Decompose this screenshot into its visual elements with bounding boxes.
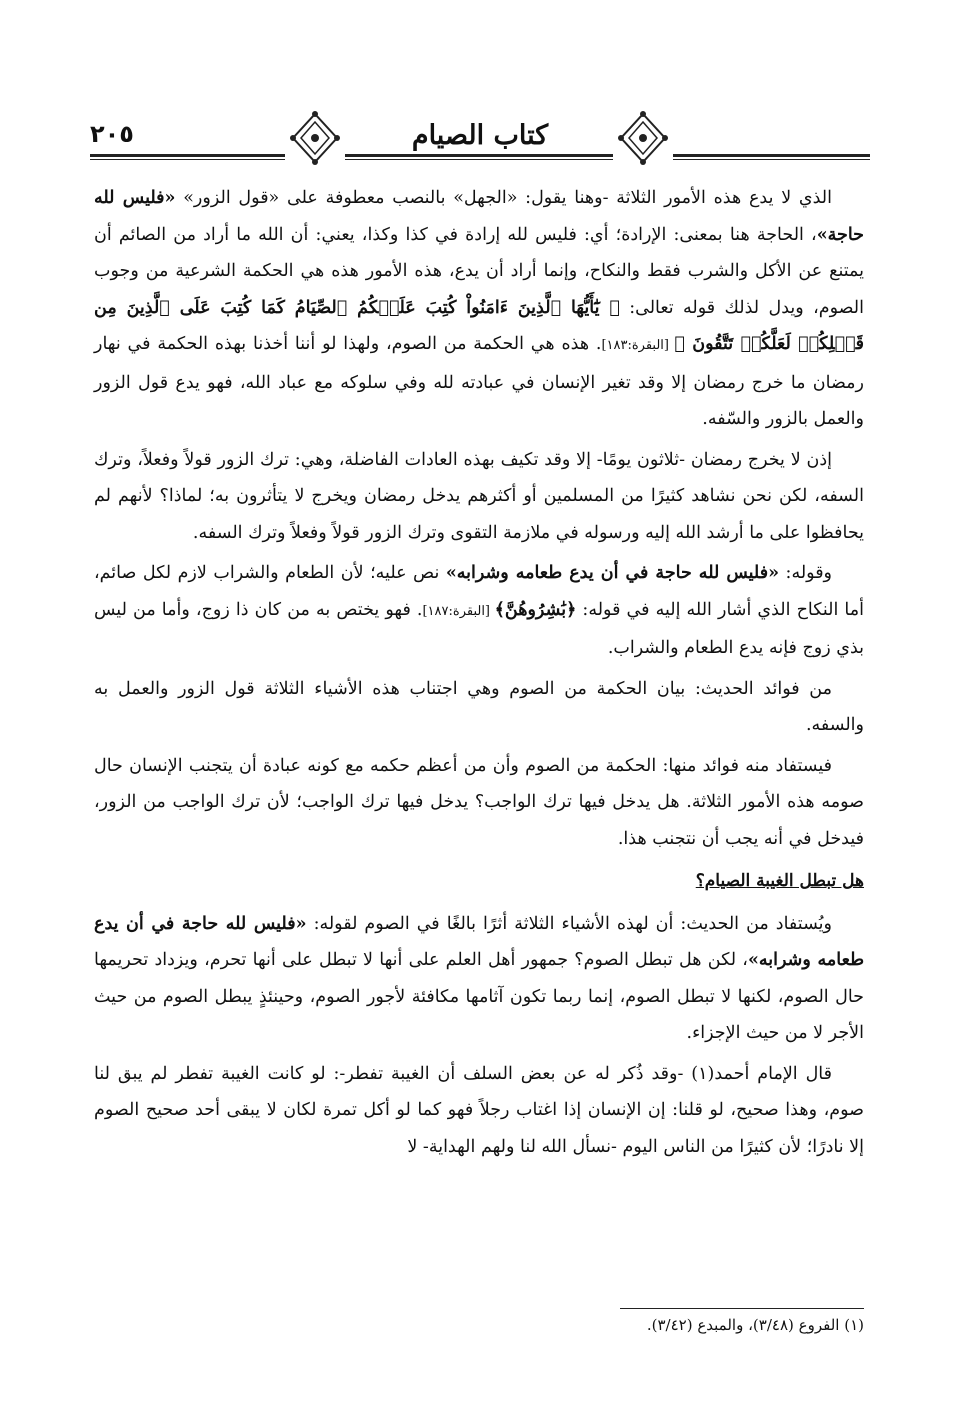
hadith-quote: «فليس لله حاجة في أن يدع طعامه وشرابه»	[94, 913, 864, 970]
hadith-quote: «فليس لله حاجة»	[94, 188, 864, 245]
paragraph: الذي لا يدع هذه الأمور الثلاثة -وهنا يقول: «الجهل» بالنصب معطوفة على «قول الزور» «فليس لله حاجة»، الحاجة هنا بمعنى: الإرادة؛ أي: فليس لله إرادة في كذا وكذا، يعني: أن الله ما أراد من الصائم أن يمتنع عن الأكل والشرب فقط والنكاح، وإنما أراد أن يدع، هذه الأمور هذه هي الحكمة الشرعية من وجوب الصوم، ويدل لذلك قوله تعالى: ﴿ يَٰٓأَيُّهَا ٱلَّذِينَ ءَامَنُواْ كُتِبَ عَلَيۡكُمُ ٱلصِّيَامُ كَمَا كُتِبَ عَلَى ٱلَّذِينَ مِن قَبۡلِكُمۡ لَعَلَّكُمۡ تَتَّقُونَ ﴾ [البقرة:١٨٣]. هذه هي الحكمة من الصوم، ولهذا لو أننا أخذنا بهذه الحكمة في نهار رمضان ما خرج رمضان إلا وقد تغير الإنسان في عبادته لله وفي سلوكه مع عباد الله، فهو يدع قول الزور والعمل بالزور والسّفه.	[94, 188, 864, 429]
ornament-icon	[285, 108, 345, 168]
hadith-quote: «فليس لله حاجة في أن يدع طعامه وشرابه»	[445, 563, 780, 583]
quran-verse: ﴿بَٰشِرُوهُنَّ﴾	[494, 599, 577, 620]
ornament-icon	[613, 108, 673, 168]
header-rule-thin	[90, 159, 870, 160]
page-number: ٢٠٥	[90, 120, 134, 148]
paragraph: وقوله: «فليس لله حاجة في أن يدع طعامه وشرابه» نص عليه؛ لأن الطعام والشراب لازم لكل صائم، أما النكاح الذي أشار الله إليه في قوله: ﴿بَٰشِرُوهُنَّ﴾ [البقرة:١٨٧]. فهو يختص به من كان ذا زوج، وأما من ليس بذي زوج فإنه يدع الطعام والشراب.	[94, 563, 864, 658]
chapter-title: كتاب الصيام	[360, 120, 600, 151]
body-text	[94, 180, 864, 1169]
section-heading: هل تبطل الغيبة الصيام؟	[695, 871, 864, 891]
page-header	[90, 108, 870, 170]
footnote-rule	[620, 1308, 864, 1309]
footnote: (١) الفروع (٣/٤٨)، والمبدع (٣/٤٢).	[646, 1316, 864, 1334]
header-rule	[90, 154, 870, 157]
paragraph: ويُستفاد من الحديث: أن لهذه الأشياء الثلاثة أثرًا بالغًا في الصوم لقوله: «فليس لله حاجة في أن يدع طعامه وشرابه»، لكن هل تبطل الصوم؟ جمهور أهل العلم على أنها لا تبطل على أنها تحرم، ويزداد تحريمها حال الصوم، لكنها لا تبطل الصوم، إنما ربما تكون آثامها مكافئة لأجور الصوم، وحينئذٍ يبطل الصوم من حيث الأجر لا من حيث الإجزاء.	[94, 913, 864, 1043]
verse-reference: [البقرة:١٨٣]	[601, 338, 675, 353]
quran-verse: ﴿ يَٰٓأَيُّهَا ٱلَّذِينَ ءَامَنُواْ كُتِبَ عَلَيۡكُمُ ٱلصِّيَامُ كَمَا كُتِبَ عَلَى ٱلَّذِينَ مِن قَبۡلِكُمۡ لَعَلَّكُمۡ تَتَّقُونَ ﴾	[94, 297, 864, 354]
paragraph: إذن لا يخرج رمضان -ثلاثون يومًا- إلا وقد تكيف بهذه العادات الفاضلة، وهي: ترك الزور قولاً وفعلاً، وترك السفه، لكن نحن نشاهد كثيرًا من المسلمين أو أكثرهم يدخل رمضان ويخرج لا يتأثرون به؛ لماذا؟ لأنهم لم يحافظوا على ما أرشد الله إليه ورسوله في ملازمة التقوى وترك الزور قولاً وفعلاً وترك السفه.	[94, 449, 864, 543]
paragraph: قال الإمام أحمد(١) -وقد ذُكر له عن بعض السلف أن الغيبة تفطر-: لو كانت الغيبة تفطر لم يبق لنا صوم، وهذا صحيح، لو قلنا: إن الإنسان إذا اغتاب رجلاً فهو كما لو أكل تمرة لكان لا يبقى أحد صحيح الصوم إلا نادرًا؛ لأن كثيرًا من الناس اليوم -نسأل الله لنا ولهم الهداية- لا	[94, 1063, 864, 1157]
verse-reference: [البقرة:١٨٧]	[422, 603, 495, 619]
paragraph: من فوائد الحديث: بيان الحكمة من الصوم وهي اجتناب هذه الأشياء الثلاثة قول الزور والعمل به والسفه.	[94, 678, 864, 735]
paragraph: فيستفاد منه فوائد منها: الحكمة من الصوم وأن من أعظم حكمه مع كونه عبادة أن يتجنب الإنسان حال صومه هذه الأمور الثلاثة. هل يدخل فيها ترك الواجب؟ يدخل فيها ترك الواجب؛ لأن ترك الواجب من الزور، فيدخل في أنه يجب أن نتجنب هذا.	[94, 755, 864, 849]
